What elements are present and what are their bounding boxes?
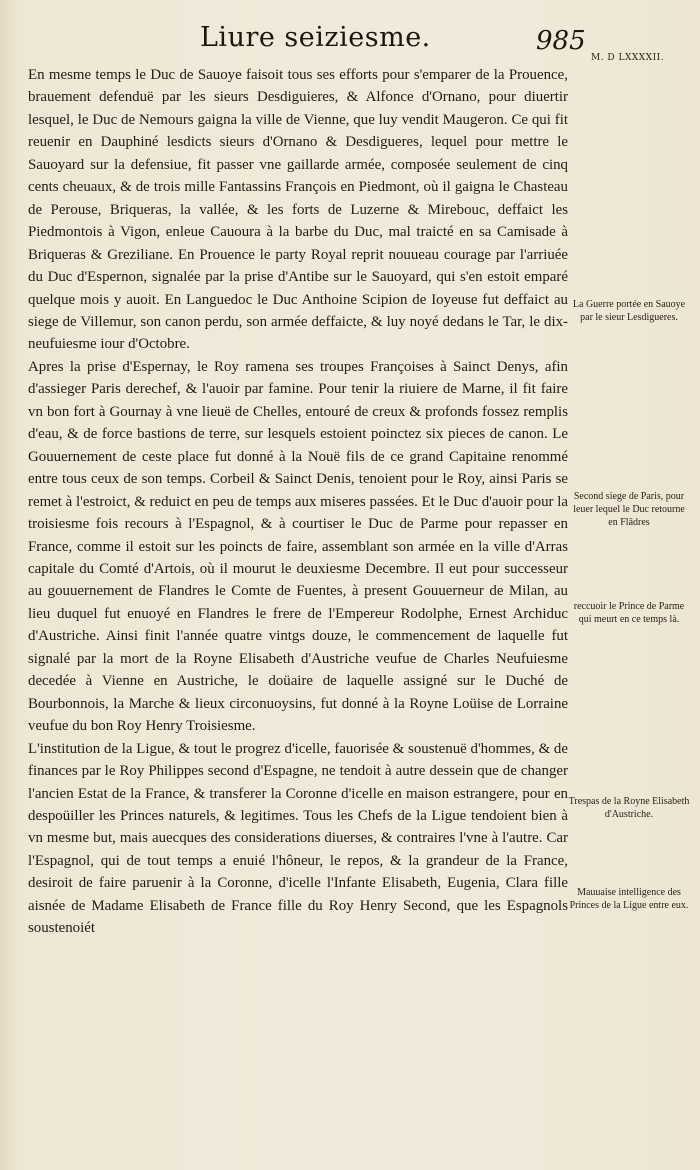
page-header (0, 22, 700, 62)
running-title: Liure seiziesme. (200, 22, 431, 53)
paragraph-paris-siege: Apres la prise d'Espernay, le Roy ramena ses troupes Françoises à Sainct Denys, afin d'assieger Paris derechef, & l'auoir par famine. Pour tenir la riuiere de Marne, il fit faire vn bon fort à Gournay à vne lieuë de Chelles, entouré de creux & profonds fossez remplis d'eau, & de force bastions de terre, sur lesquels estoient poinctez six pieces de canon. Le Gouuernement de ceste place fut donné à la Nouë fils de ce grand Capitaine renommé entre tous ceux de son temps. Corbeil & Sainct Denis, tenoient pour le Roy, ainsi Paris se remet à l'estroict, & reduict en peu de temps aux miseres passées. Et le Duc d'auoir pour la troisiesme fois recours à l'Espagnol, & à courtiser le Duc de Parme pour repasser en France, comme il estoit sur les poincts de faire, assemblant son armée en la ville d'Arras capitale du Comté d'Artois, où il mourut le deuxiesme Decembre. Il eut pour successeur au gouuernement de Flandres le Comte de Fuentes, à present Gouuerneur de Milan, au lieu duquel fut enuoyé en Flandres le frere de l'Empereur Rodolphe, Ernest Archiduc d'Austriche. Ainsi finit l'année quatre vintgs douze, le commencement de laquelle fut signalé par la mort de la Royne Elisabeth d'Austriche veufue de Charles Neufuiesme decedée à Vienne en Austriche, le doüaire de laquelle assigné sur le Duché de Bourbonnois, la Marche & lieux circonuoysins, fut donné à la Royne Loüise de Lorraine veufue du bon Roy Henry Troisiesme. (28, 358, 568, 735)
margin-note-trespas: Trespas de la Royne Elisabeth d'Austriche. (568, 796, 690, 820)
margin-note-sauoye: La Guerre portée en Sauoye par le sieur Lesdigueres. (572, 299, 686, 323)
paragraph-savoy: En mesme temps le Duc de Sauoye faisoit tous ses efforts pour s'emparer de la Prouence, brauement defenduë par les sieurs Desdiguieres, & Alfonce d'Ornano, pour diuertir lesquel, le Duc de Nemours gaigna la ville de Vienne, que luy vendit Maugeron. Ce qui fit reuenir en Dauphiné lesdicts sieurs d'Ornano & Desdigueres, lequel pour mettre le Sauoyard sur la defensiue, fit passer vne gaillarde armée, composée seulement de cinq cents cheuaux, & de trois mille Fantassins François en Piedmont, où il gaigna le Chasteau de Perouse, Briqueras, la vallée, & les forts de Luzerne & Mirebouc, deffaict les Piedmontois à Vigon, enleue Cauoura à la barbe du Duc, mal traicté en sa Camisade à Briqueras & Greziliane. En Prouence le party Royal reprit nouueau courage par l'arriuée du Duc d'Espernon, signalée par la prise d'Antibe sur le Sauoyard, qui s'en estoit emparé quelque mois y auoit. En Languedoc le Duc Anthoine Scipion de Ioyeuse fut deffaict au siege de Villemur, son canon perdu, son armée deffaicte, & luy noyé dedans le Tar, le dix-neufuiesme iour d'Octobre. (28, 67, 568, 353)
body-text (28, 64, 568, 940)
margin-note-ligue: Mauuaise intelligence des Princes de la Ligue entre eux. (569, 887, 689, 911)
margin-note-parme: reccuoir le Prince de Parme qui meurt en ce temps là. (573, 601, 685, 625)
year-marginalia: M. D LXXXXII. (591, 53, 665, 63)
margin-note-second-siege: Second siege de Paris, pour leuer lequel le Duc retourne en Flādres (573, 491, 685, 528)
paragraph-ligue: L'institution de la Ligue, & tout le progrez d'icelle, fauorisée & soustenuë d'hommes, & de finances par le Roy Philippes second d'Espagne, ne tendoit à autre dessein que de changer l'ancien Estat de la France, & transferer la Coronne d'icelle en maison estrangere, pour en despoüiller les Princes naturels, & legitimes. Tous les Chefs de la Ligue tendoient bien à vn mesme but, mais auecques des considerations diuerses, & contraires l'vne à l'autre. Car l'Espagnol, qui de tout temps a enuié l'hôneur, le repos, & la grandeur de la France, desiroit de faire paruenir à la Coronne, d'icelle l'Infante Elisabeth, Eugenia, Clara fille aisnée de Madame Elisabeth de France fille du Roy Henry Second, que les Espagnols soustenoiét (28, 740, 568, 937)
page-number: 985 (536, 26, 586, 56)
